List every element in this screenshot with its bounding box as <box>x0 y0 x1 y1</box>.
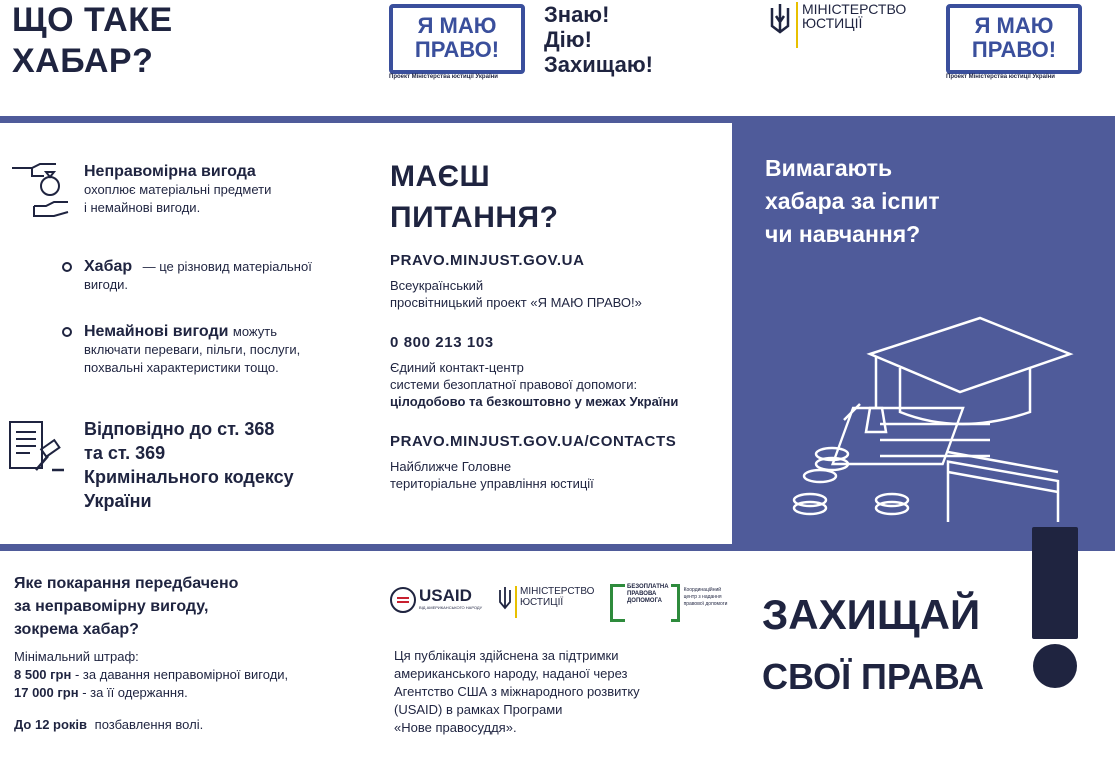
slogan-line-3: Захищаю! <box>544 52 653 77</box>
usaid-logo <box>390 587 482 613</box>
logo-line-2: ПРАВО! <box>414 37 500 62</box>
protect-line-2: СВОЇ ПРАВА <box>762 656 984 697</box>
contacts-desc-1: Найближче Головне <box>390 459 512 474</box>
law-reference <box>84 417 294 513</box>
bullet-icon <box>62 262 72 272</box>
site-desc-2: просвітницький проект «Я МАЮ ПРАВО!» <box>390 295 642 310</box>
title-line-1: ЩО ТАКЕ <box>12 1 173 39</box>
logo2-line-1: Я МАЮ <box>974 13 1054 38</box>
ministry-small-2: ЮСТИЦІЇ <box>520 597 564 608</box>
nonprop-block <box>84 323 354 377</box>
exclamation-bar-icon <box>1032 527 1078 639</box>
usaid-text: USAID <box>419 586 472 605</box>
nonprop-desc-3: похвальні характеристики тощо. <box>84 360 279 375</box>
fine-intro: Мінімальний штраф: <box>14 649 139 664</box>
bribe-desc-1: — це різновид матеріальної <box>142 259 312 274</box>
legal-aid-right-1: Координаційний <box>683 587 722 593</box>
bribe-desc-2: вигоди. <box>84 277 129 292</box>
legal-aid-bracket-right-icon <box>671 584 680 622</box>
ministry-small-1: МІНІСТЕРСТВО <box>520 586 595 597</box>
legal-aid-line-2: ПРАВОВА <box>627 591 657 597</box>
bribe-block <box>84 258 354 294</box>
publication-note <box>394 647 640 737</box>
questions-title-1: МАЄШ <box>390 160 491 193</box>
ministry-line-1: МІНІСТЕРСТВО <box>802 1 907 17</box>
page-title <box>12 0 173 82</box>
questions-title <box>390 156 558 238</box>
legal-aid-line-1: БЕЗОПЛАТНА <box>627 584 669 590</box>
ya-mayu-pravo-logo-2 <box>946 4 1082 80</box>
bribe-title: Хабар <box>84 258 133 275</box>
bribe-hands-icon <box>10 160 72 222</box>
prison-text: позбавлення волі. <box>94 717 204 732</box>
legal-aid-bracket-icon <box>610 584 625 622</box>
punishment-line-1: Яке покарання передбачено <box>14 575 239 592</box>
slogan <box>544 2 653 77</box>
benefit-desc-1: охоплює матеріальні предмети <box>84 182 272 197</box>
site-link[interactable]: PRAVO.MINJUST.GOV.UA <box>390 252 585 269</box>
exam-line-2: хабара за іспит <box>765 188 940 214</box>
protect-line-1: ЗАХИЩАЙ <box>762 591 981 638</box>
nonprop-desc-1: можуть <box>232 324 277 339</box>
exam-line-3: чи навчання? <box>765 221 921 247</box>
legal-aid-right-2: центр з надання <box>683 594 722 600</box>
phone-desc-3: цілодобово та безкоштовно у межах України <box>390 394 679 409</box>
pub-line-2: американського народу, наданої через <box>394 666 628 681</box>
law-line-4: України <box>84 491 152 511</box>
benefit-title: Неправомірна вигода <box>84 163 256 180</box>
fine-2-text: - за її одержання. <box>82 685 188 700</box>
phone-desc-1: Єдиний контакт-центр <box>390 360 524 375</box>
slogan-line-1: Знаю! <box>544 2 610 27</box>
fine-2-amount: 17 000 грн <box>14 685 79 700</box>
pub-line-4: (USAID) в рамках Програми <box>394 702 563 717</box>
bottom-divider-bar <box>0 544 1115 551</box>
benefit-desc-2: і немайнові вигоди. <box>84 200 201 215</box>
logo-caption: Проект Міністерства юстиції України <box>389 74 498 80</box>
trident-icon <box>498 586 512 610</box>
fine-1-text: - за давання неправомірної вигоди, <box>74 667 289 682</box>
prison-line <box>14 716 203 734</box>
title-line-2: ХАБАР? <box>12 42 154 80</box>
site-block <box>390 252 642 311</box>
ministry-divider <box>796 2 798 48</box>
logo-line-1: Я МАЮ <box>417 13 497 38</box>
pub-line-1: Ця публікація здійснена за підтримки <box>394 648 619 663</box>
nonprop-title: Немайнові вигоди <box>84 323 229 340</box>
logo2-line-2: ПРАВО! <box>971 37 1057 62</box>
nonprop-desc-2: включати переваги, пільги, послуги, <box>84 342 301 357</box>
contacts-desc-2: територіальне управління юстиції <box>390 476 594 491</box>
logo-box-2 <box>946 4 1082 74</box>
law-document-gavel-icon <box>8 420 66 474</box>
usaid-sub: ВІД АМЕРИКАНСЬКОГО НАРОДУ <box>419 605 483 610</box>
ministry-line-2: ЮСТИЦІЇ <box>802 15 863 31</box>
phone-block <box>390 334 678 410</box>
pub-line-3: Агентство США з міжнародного розвитку <box>394 684 640 699</box>
exclamation-dot-icon <box>1033 644 1077 688</box>
exam-line-1: Вимагають <box>765 155 893 181</box>
law-line-2: та ст. 369 <box>84 443 166 463</box>
protect-rights-slogan <box>762 584 984 708</box>
phone-desc-2: системи безоплатної правової допомоги: <box>390 377 638 392</box>
punishment-line-3: зокрема хабар? <box>14 621 139 638</box>
pub-line-5: «Нове правосуддя». <box>394 720 517 735</box>
fines-block <box>14 648 288 702</box>
prison-amount: До 12 років <box>14 717 88 732</box>
ministry-logo-small <box>498 586 594 618</box>
free-legal-aid-logo <box>610 584 727 622</box>
graduation-cap-money-icon <box>780 312 1100 522</box>
law-line-1: Відповідно до ст. 368 <box>84 419 275 439</box>
punishment-line-2: за неправомірну вигоду, <box>14 598 209 615</box>
ministry-logo <box>768 2 906 48</box>
contacts-link[interactable]: PRAVO.MINJUST.GOV.UA/CONTACTS <box>390 433 677 450</box>
fine-1-amount: 8 500 грн <box>14 667 72 682</box>
bullet-icon <box>62 327 72 337</box>
law-line-3: Кримінального кодексу <box>84 467 294 487</box>
punishment-question <box>14 572 238 641</box>
contacts-block <box>390 433 676 492</box>
logo-box <box>389 4 525 74</box>
phone-number[interactable]: 0 800 213 103 <box>390 334 494 351</box>
usaid-seal-icon <box>390 587 416 613</box>
benefit-block <box>84 163 271 217</box>
ministry-divider-small <box>515 586 517 618</box>
legal-aid-line-3: ДОПОМОГА <box>627 598 662 604</box>
questions-title-2: ПИТАННЯ? <box>390 201 559 234</box>
ya-mayu-pravo-logo <box>389 4 525 80</box>
slogan-line-2: Дію! <box>544 27 592 52</box>
legal-aid-right-3: правової допомоги <box>683 601 728 607</box>
site-desc-1: Всеукраїнський <box>390 278 484 293</box>
trident-icon <box>768 2 792 36</box>
logo2-caption: Проект Міністерства юстиції України <box>946 74 1055 80</box>
exam-bribe-question <box>765 152 940 251</box>
